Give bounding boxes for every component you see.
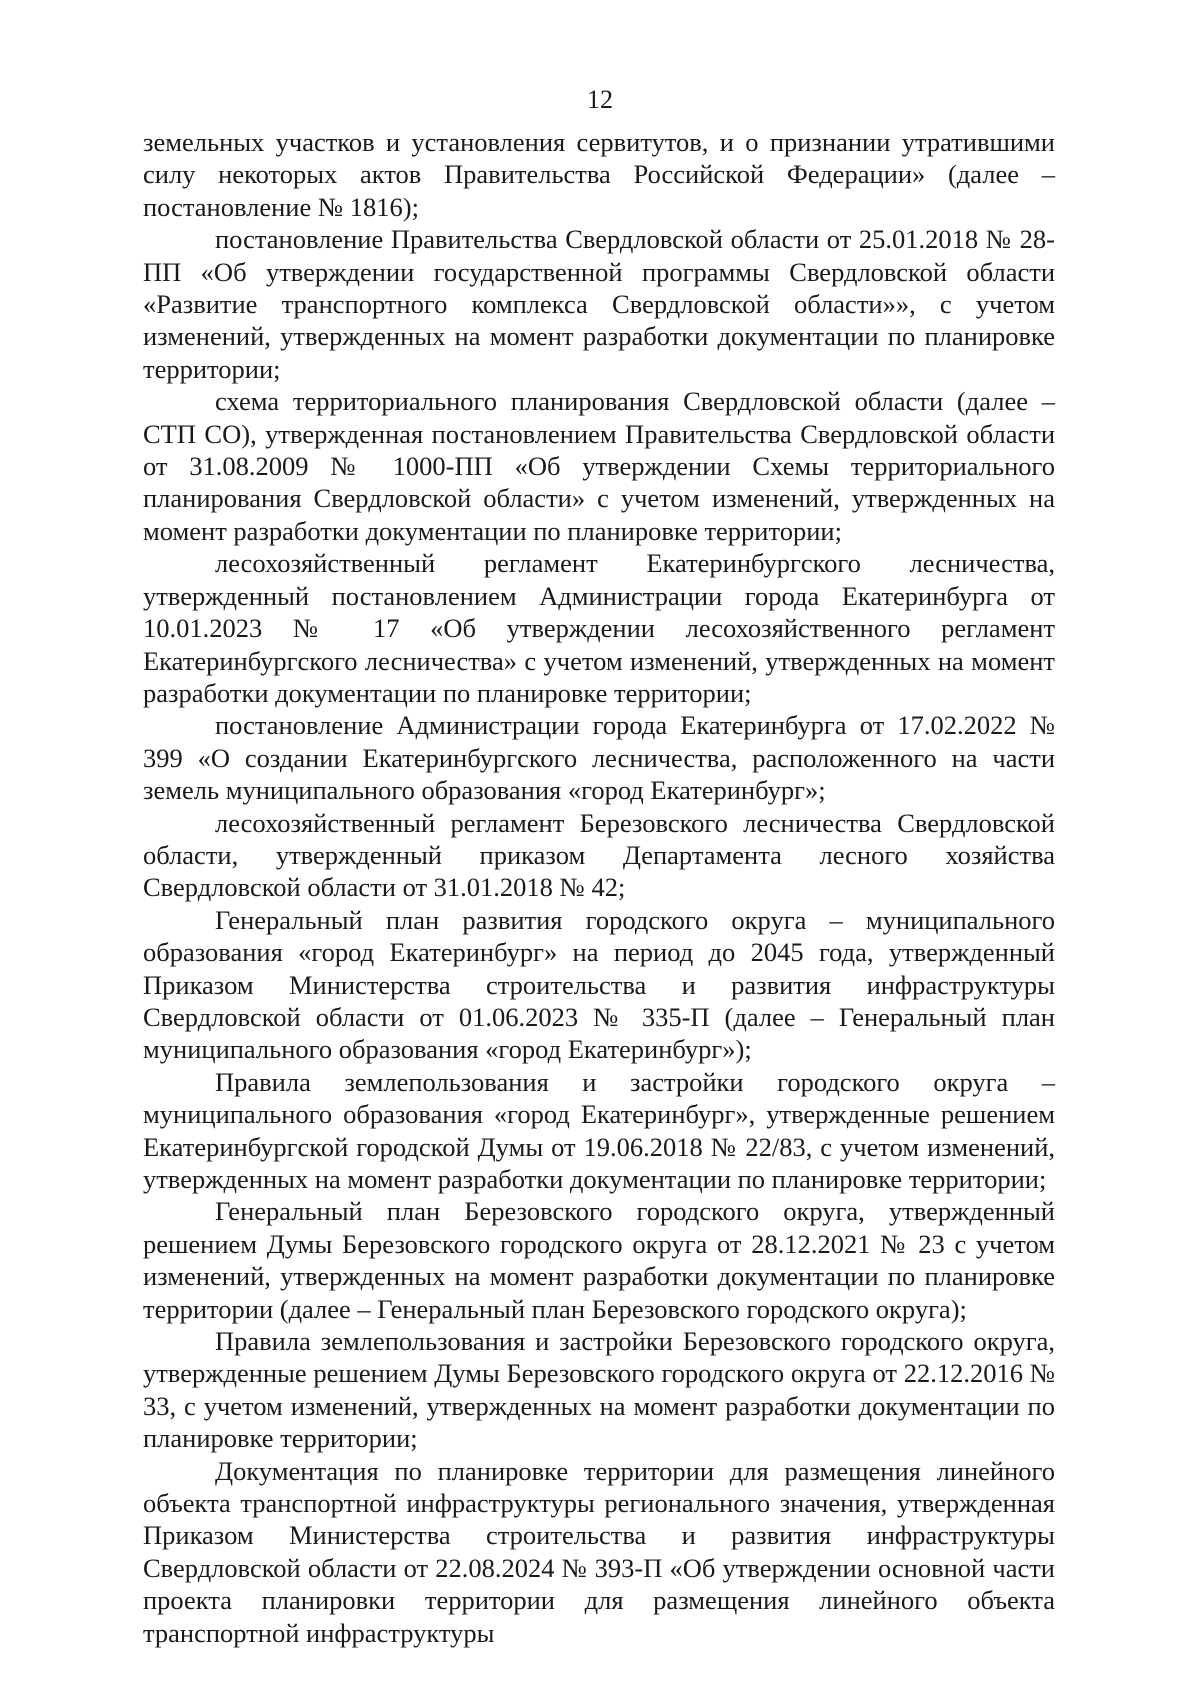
- paragraph-ekaterinburg-land-use-rules: Правила землепользования и застройки городского округа – муниципального образования «город Екатеринбург», утвержденные решением Екатеринбургской городской Думы от 19.06.2018 № 22/83, с учетом изменений, утвержденных на момент разработки документации по планировке территории;: [143, 1066, 1055, 1194]
- paragraph-planning-documentation: Документация по планировке территории для размещения линейного объекта транспортной инфраструктуры регионального значения, утвержденная Приказом Министерства строительства и развития инфраструктуры Свердловской области от 22.08.2024 № 393-П «Об утверждении основной части проекта планировки территории для размещения линейного объекта транспортной инфраструктуры: [143, 1455, 1055, 1648]
- paragraph-regional-program: постановление Правительства Свердловской области от 25.01.2018 № 28-ПП «Об утверждении государственной программы Свердловской области «Развитие транспортного комплекса Свердловской области»», с учетом изменений, утвержденных на момент разработки документации по планировке территории;: [143, 224, 1055, 384]
- paragraph-ekaterinburg-forestry-creation: постановление Администрации города Екатеринбурга от 17.02.2022 № 399 «О создании Екатеринбургского лесничества, расположенного на части земель муниципального образования «город Екатеринбург»;: [143, 710, 1055, 806]
- paragraph-ekaterinburg-forestry-regulation: лесохозяйственный регламент Екатеринбургского лесничества, утвержденный постановлением Администрации города Екатеринбурга от 10.01.2023 № 17 «Об утверждении лесохозяйственного регламент Екатеринбургского лесничества» с учетом изменений, утвержденных на момент разработки документации по планировке территории;: [143, 548, 1055, 708]
- page-number: 12: [587, 85, 613, 114]
- paragraph-berezovsky-forestry-regulation: лесохозяйственный регламент Березовского лесничества Свердловской области, утвержденный приказом Департамента лесного хозяйства Свердловской области от 31.01.2018 № 42;: [143, 807, 1055, 903]
- document-body: [143, 126, 1055, 1649]
- paragraph-territorial-planning-scheme: схема территориального планирования Свердловской области (далее – СТП СО), утвержденная постановлением Правительства Свердловской области от 31.08.2009 № 1000-ПП «Об утверждении Схемы территориального планирования Свердловской области» с учетом изменений, утвержденных на момент разработки документации по планировке территории;: [143, 386, 1055, 546]
- paragraph-continuation: земельных участков и установления сервитутов, и о признании утратившими силу некоторых актов Правительства Российской Федерации» (далее – постановление № 1816);: [143, 127, 1055, 222]
- paragraph-berezovsky-general-plan: Генеральный план Березовского городского округа, утвержденный решением Думы Березовского городского округа от 28.12.2021 № 23 с учетом изменений, утвержденных на момент разработки документации по планировке территории (далее – Генеральный план Березовского городского округа);: [143, 1196, 1055, 1324]
- paragraph-ekaterinburg-general-plan: Генеральный план развития городского округа – муниципального образования «город Екатеринбург» на период до 2045 года, утвержденный Приказом Министерства строительства и развития инфраструктуры Свердловской области от 01.06.2023 № 335-П (далее – Генеральный план муниципального образования «город Екатеринбург»);: [143, 904, 1055, 1065]
- paragraph-berezovsky-land-use-rules: Правила землепользования и застройки Березовского городского округа, утвержденные решением Думы Березовского городского округа от 22.12.2016 № 33, с учетом изменений, утвержденных на момент разработки документации по планировке территории;: [143, 1326, 1055, 1454]
